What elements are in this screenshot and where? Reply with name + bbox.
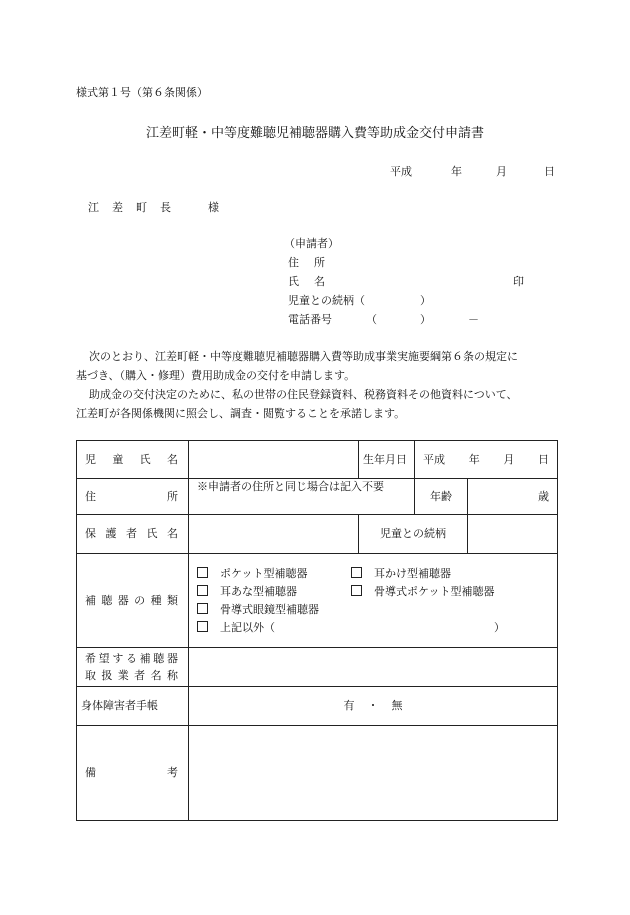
remarks-label bbox=[77, 726, 189, 821]
age-unit: 歳 bbox=[538, 489, 550, 503]
body-line: 基づき、（購入・修理）費用助成金の交付を申請します。 bbox=[76, 369, 356, 382]
label-char: 童 bbox=[112, 452, 124, 466]
body-line: 助成金の交付決定のために、私の世帯の住民登録資料、税務資料その他資料について、 bbox=[89, 388, 518, 401]
date-day: 日 bbox=[544, 165, 555, 178]
label-char: 備 bbox=[85, 766, 96, 779]
relation-label: 児童との続柄 bbox=[359, 515, 468, 554]
label-char: 器 bbox=[166, 652, 178, 665]
label-char: 補 bbox=[139, 652, 151, 665]
birth-month: 月 bbox=[503, 452, 515, 466]
option-bone-pocket[interactable] bbox=[351, 583, 521, 601]
phone-dash: － bbox=[468, 313, 479, 326]
child-name-label bbox=[77, 441, 189, 479]
addressee-char: 長 bbox=[160, 201, 171, 214]
label-char: 補 bbox=[85, 593, 96, 607]
body-line: 江差町が各関係機関に照会し、調査・閲覧することを承諾します。 bbox=[76, 407, 406, 420]
application-table bbox=[76, 440, 558, 821]
addressee-char: 江 bbox=[88, 201, 99, 214]
birthdate-field[interactable] bbox=[415, 441, 558, 479]
label-char: 名 bbox=[166, 452, 178, 466]
phone-close: ） bbox=[420, 313, 431, 326]
addressee-char: 差 bbox=[112, 201, 123, 214]
label-char: 聴 bbox=[101, 593, 113, 607]
label-char: 者 bbox=[134, 669, 146, 682]
guardian-name-field[interactable] bbox=[189, 515, 359, 554]
checkbox[interactable] bbox=[197, 603, 208, 614]
address-label-char: 所 bbox=[314, 256, 325, 269]
date-era: 平成 bbox=[390, 165, 412, 178]
label-char: 児 bbox=[85, 452, 96, 466]
label-char: 希 bbox=[85, 652, 96, 665]
option-label: 耳かけ型補聴器 bbox=[374, 566, 451, 580]
option-other[interactable] bbox=[197, 619, 275, 637]
birth-year: 年 bbox=[468, 452, 480, 466]
label-char: 称 bbox=[166, 669, 178, 682]
date-year: 年 bbox=[451, 165, 462, 178]
option-label: ポケット型補聴器 bbox=[220, 566, 308, 580]
relation-close: ） bbox=[420, 294, 431, 307]
label-char: 器 bbox=[117, 593, 129, 607]
handbook-label: 身体障害者手帳 bbox=[77, 687, 189, 726]
checkbox[interactable] bbox=[351, 567, 362, 578]
child-name-field[interactable] bbox=[189, 441, 359, 479]
label-char: す bbox=[112, 652, 124, 665]
checkbox[interactable] bbox=[197, 567, 208, 578]
name-label-char: 氏 bbox=[288, 275, 299, 288]
body-line: 次のとおり、江差町軽・中等度難聴児補聴器購入費等助成事業実施要綱第６条の規定に bbox=[89, 350, 518, 363]
dealer-field[interactable] bbox=[189, 648, 558, 687]
handbook-separator: ・ bbox=[367, 699, 379, 712]
label-char: 氏 bbox=[139, 452, 151, 466]
option-label: 骨導式ポケット型補聴器 bbox=[374, 584, 495, 598]
form-number: 様式第１号（第６条関係） bbox=[76, 86, 208, 99]
label-char: 氏 bbox=[146, 527, 158, 540]
name-label-char: 名 bbox=[314, 275, 325, 288]
label-char: 考 bbox=[167, 766, 178, 779]
handbook-no[interactable]: 無 bbox=[391, 699, 403, 712]
address-field[interactable] bbox=[189, 479, 415, 515]
label-char: 取 bbox=[85, 669, 96, 682]
option-ear-hook[interactable] bbox=[351, 565, 491, 583]
guardian-label bbox=[77, 515, 189, 554]
handbook-yes[interactable]: 有 bbox=[343, 699, 355, 712]
device-options bbox=[189, 554, 558, 648]
address-label bbox=[77, 479, 189, 515]
birthdate-label: 生年月日 bbox=[359, 441, 415, 479]
option-in-ear[interactable] bbox=[197, 583, 337, 601]
option-label: 耳あな型補聴器 bbox=[220, 584, 297, 598]
document-title: 江差町軽・中等度難聴児補聴器購入費等助成金交付申請書 bbox=[146, 126, 485, 141]
other-close: ） bbox=[494, 620, 506, 634]
checkbox[interactable] bbox=[197, 621, 208, 632]
addressee-char: 町 bbox=[136, 201, 147, 214]
label-char: 名 bbox=[167, 527, 178, 540]
birth-era: 平成 bbox=[423, 452, 446, 466]
label-char: 名 bbox=[150, 669, 162, 682]
applicant-heading: （申請者） bbox=[284, 237, 339, 250]
label-char: 聴 bbox=[153, 652, 165, 665]
addressee-honorific: 様 bbox=[208, 201, 219, 214]
relation-field[interactable] bbox=[468, 515, 558, 554]
label-char: 所 bbox=[167, 489, 178, 503]
address-note: ※申請者の住所と同じ場合は記入不要 bbox=[197, 480, 384, 493]
address-label-char: 住 bbox=[288, 256, 299, 269]
remarks-field[interactable] bbox=[189, 726, 558, 821]
phone-open: （ bbox=[366, 313, 377, 326]
option-bone-glasses[interactable] bbox=[197, 601, 397, 619]
label-char: る bbox=[125, 652, 137, 665]
label-char: の bbox=[134, 593, 146, 607]
label-char: 扱 bbox=[101, 669, 113, 682]
checkbox[interactable] bbox=[197, 585, 208, 596]
option-pocket[interactable] bbox=[197, 565, 337, 583]
label-char: 者 bbox=[126, 527, 137, 540]
label-char: 類 bbox=[166, 593, 178, 607]
option-label: 上記以外（ bbox=[220, 620, 275, 634]
label-char: 護 bbox=[105, 527, 117, 540]
date-month: 月 bbox=[496, 165, 507, 178]
handbook-field[interactable] bbox=[189, 687, 558, 726]
age-label: 年齢 bbox=[415, 479, 468, 515]
label-char: 望 bbox=[98, 652, 110, 665]
label-char: 種 bbox=[150, 593, 162, 607]
label-char: 住 bbox=[85, 489, 96, 503]
checkbox[interactable] bbox=[351, 585, 362, 596]
label-char: 保 bbox=[85, 527, 96, 540]
birth-day: 日 bbox=[538, 452, 549, 466]
option-label: 骨導式眼鏡型補聴器 bbox=[220, 602, 319, 616]
dealer-label bbox=[77, 648, 189, 687]
age-field[interactable] bbox=[468, 479, 558, 515]
label-char: 業 bbox=[117, 669, 129, 682]
seal-mark: 印 bbox=[513, 275, 524, 288]
phone-label: 電話番号 bbox=[288, 313, 332, 326]
relation-label: 児童との続柄（ bbox=[288, 294, 365, 307]
device-type-label bbox=[77, 554, 189, 648]
